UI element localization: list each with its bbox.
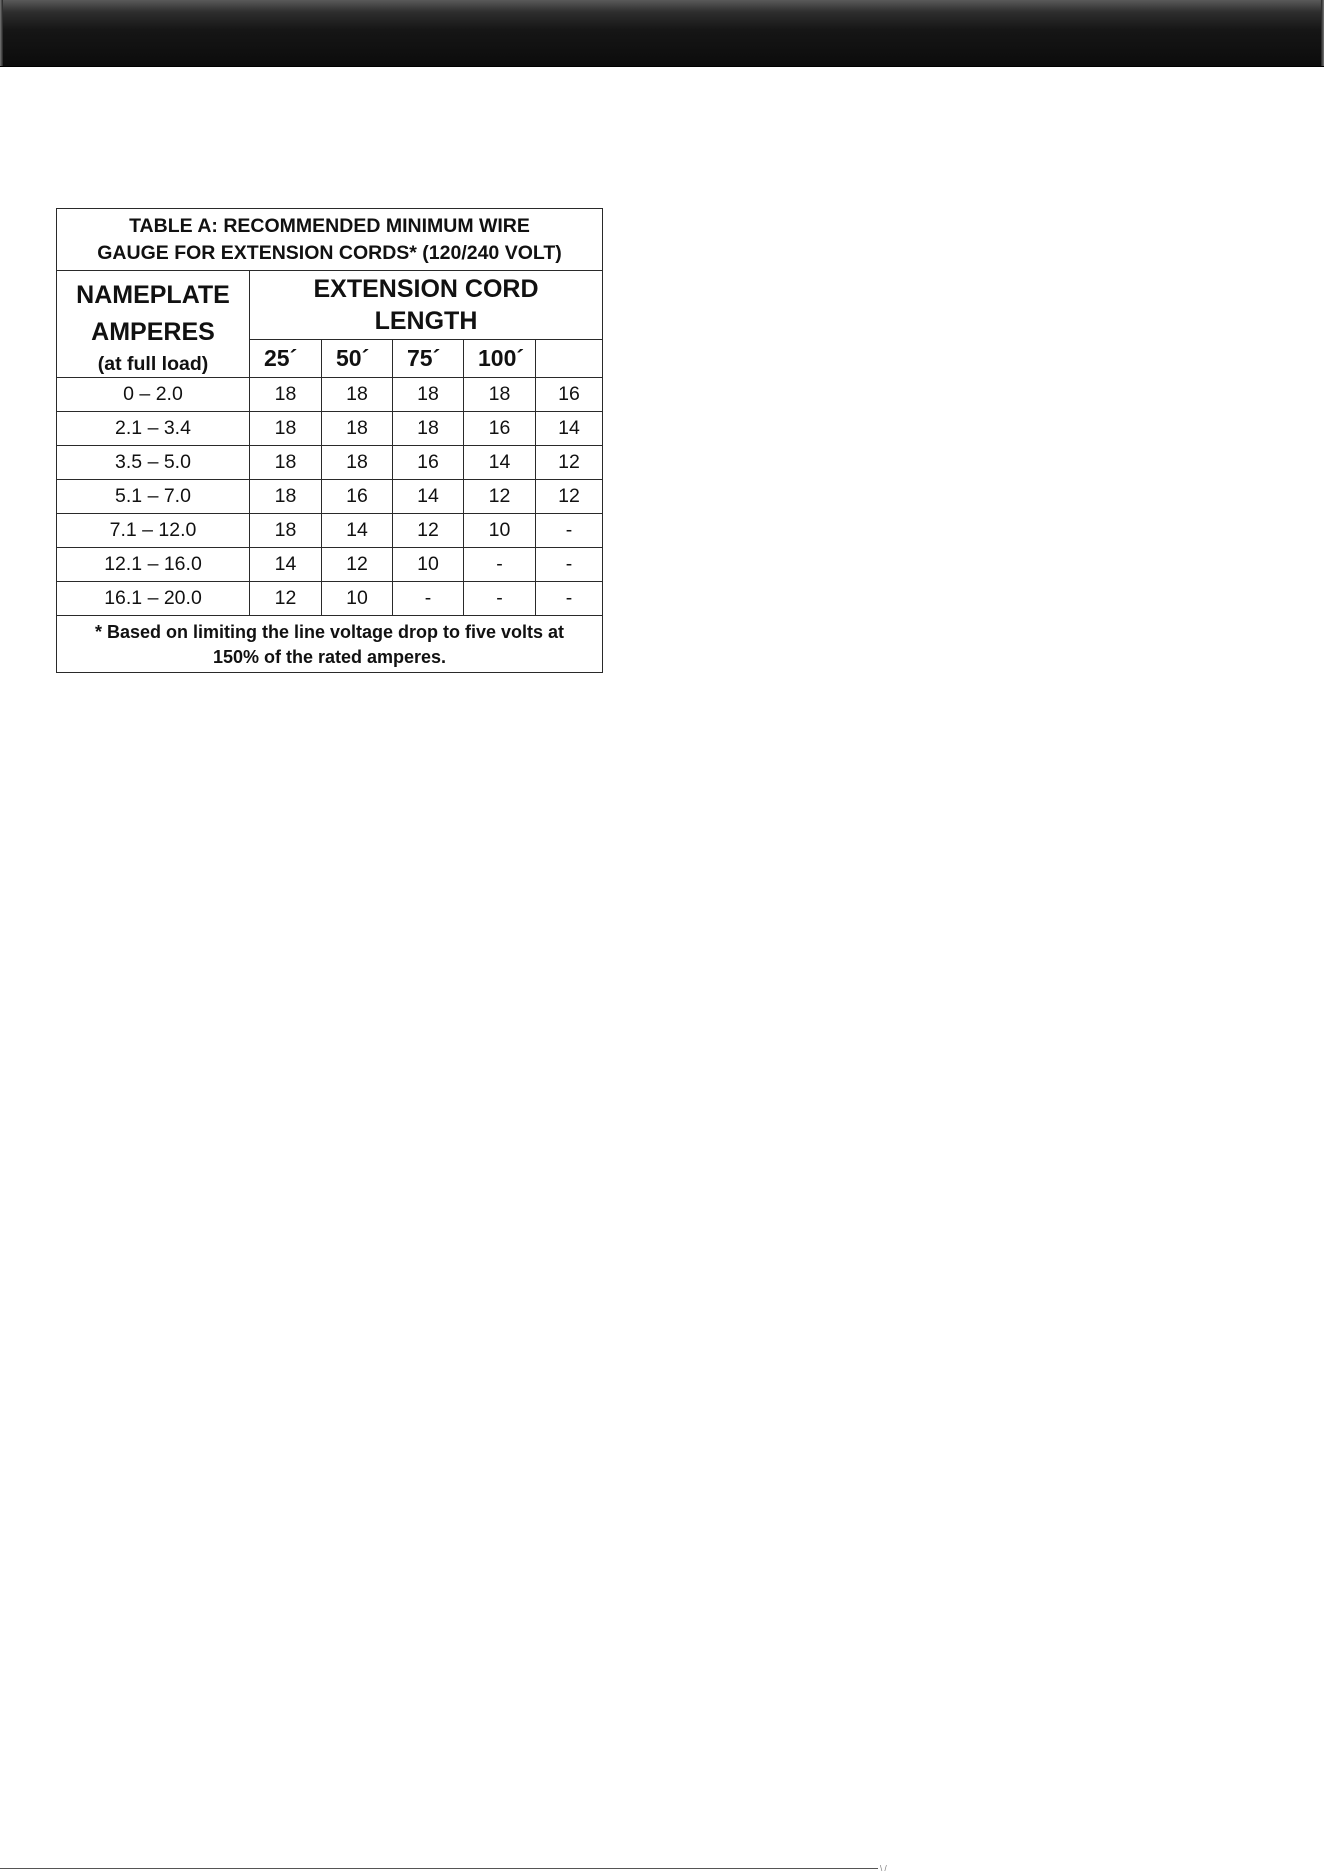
table-title-line-1: TABLE A: RECOMMENDED MINIMUM WIRE [129,215,530,237]
gauge-value: - [536,548,603,582]
table-row [57,480,603,514]
gauge-value: 12 [250,582,322,616]
table-row [57,514,603,548]
gauge-value: 18 [393,412,464,446]
length-header-25: 25´ [250,339,322,377]
header-bar [0,0,1324,67]
table-row [57,412,603,446]
gauge-value: 16 [322,480,393,514]
gauge-value: 14 [250,548,322,582]
gauge-value: 12 [393,514,464,548]
gauge-value: 14 [322,514,393,548]
amperes-range: 16.1 – 20.0 [57,582,250,616]
table-row [57,378,603,412]
gauge-value: - [536,582,603,616]
table-row [57,548,603,582]
table-row [57,582,603,616]
table-footnote [57,616,603,673]
gauge-value: 18 [322,446,393,480]
gauge-value: 12 [322,548,393,582]
table-row [57,446,603,480]
footnote-line-2: 150% of the rated amperes. [212,647,447,667]
amperes-range: 3.5 – 5.0 [57,446,250,480]
footnote-line-1: * Based on limiting the line voltage drop to five volts at [94,622,565,642]
length-header-100: 100´ [464,339,536,377]
wire-gauge-table [56,208,603,673]
amperes-label: AMPERES [91,318,215,346]
gauge-value: - [393,582,464,616]
gauge-value: 14 [536,412,603,446]
amperes-range: 0 – 2.0 [57,378,250,412]
header-bar-left-edge [0,0,3,66]
gauge-value: 18 [250,446,322,480]
gauge-value: 10 [393,548,464,582]
gauge-value: 18 [250,412,322,446]
gauge-value: 18 [250,378,322,412]
gauge-value: 12 [536,446,603,480]
gauge-value: 10 [464,514,536,548]
gauge-value: 12 [464,480,536,514]
amperes-range: 5.1 – 7.0 [57,480,250,514]
gauge-value: 18 [393,378,464,412]
gauge-value: 10 [322,582,393,616]
length-header-75: 75´ [393,339,464,377]
footer-mark: \ / [880,1864,887,1873]
gauge-value: - [536,514,603,548]
gauge-value: 18 [322,378,393,412]
gauge-value: 18 [464,378,536,412]
table-title [57,209,603,271]
amperes-range: 7.1 – 12.0 [57,514,250,548]
gauge-value: 18 [250,480,322,514]
length-header-50: 50´ [322,339,393,377]
extension-cord-length-header [250,271,603,340]
gauge-value: 16 [393,446,464,480]
gauge-value: 14 [393,480,464,514]
gauge-value: 18 [322,412,393,446]
footer-rule [0,1868,878,1869]
gauge-value: 14 [464,446,536,480]
nameplate-label: NAMEPLATE [76,281,230,309]
table-title-line-2: GAUGE FOR EXTENSION CORDS* (120/240 VOLT) [97,242,562,264]
full-load-label: (at full load) [97,353,209,375]
gauge-value: 18 [250,514,322,548]
gauge-value: 12 [536,480,603,514]
length-label: LENGTH [374,306,478,335]
gauge-value: 16 [464,412,536,446]
length-header-blank [536,339,603,377]
gauge-value: - [464,582,536,616]
nameplate-amperes-header [57,271,250,378]
gauge-value: 16 [536,378,603,412]
extension-cord-label: EXTENSION CORD [313,274,539,303]
amperes-range: 12.1 – 16.0 [57,548,250,582]
gauge-value: - [464,548,536,582]
amperes-range: 2.1 – 3.4 [57,412,250,446]
